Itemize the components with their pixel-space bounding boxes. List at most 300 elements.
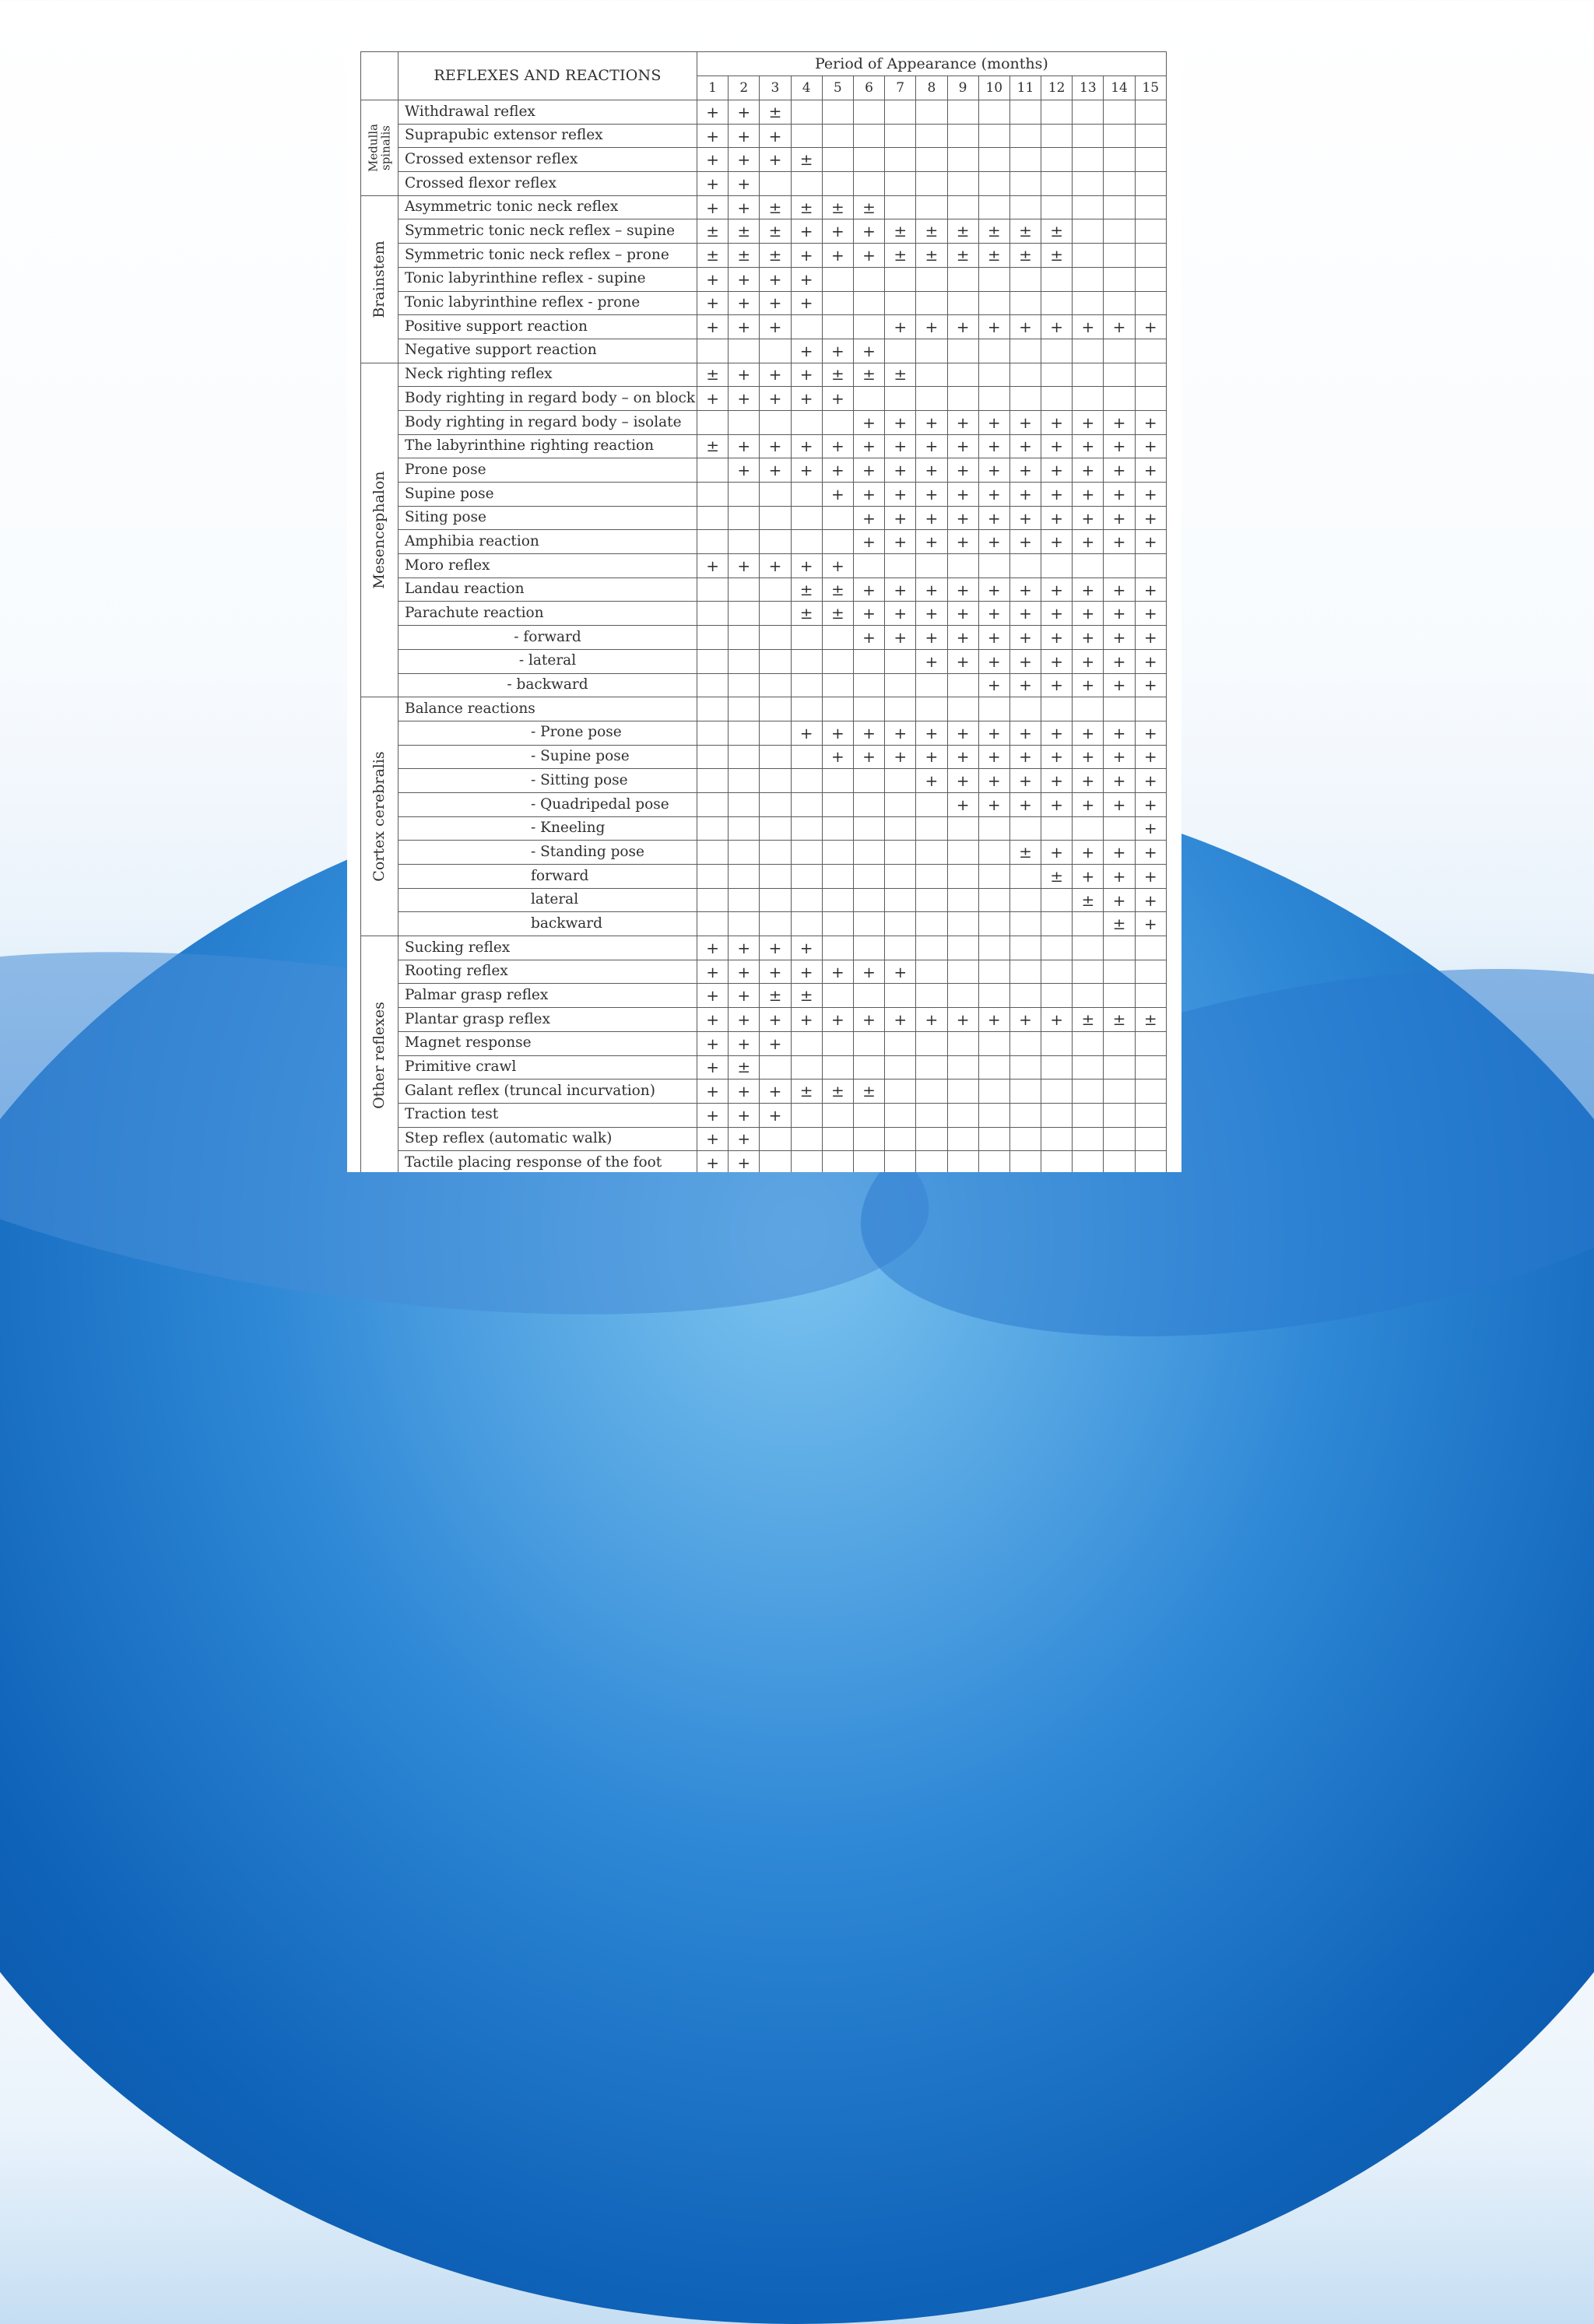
mark-cell: + (853, 458, 884, 483)
row-label: Magnet response (398, 1031, 697, 1055)
mark-cell: + (1009, 626, 1041, 650)
month-header: 14 (1104, 76, 1135, 100)
mark-cell: + (697, 1080, 729, 1104)
mark-cell: + (885, 506, 916, 530)
mark-cell (853, 936, 884, 960)
mark-cell: + (697, 291, 729, 315)
mark-cell (1073, 267, 1104, 291)
mark-cell (729, 841, 760, 865)
row-label: Balance reactions (398, 697, 697, 721)
mark-cell: + (1009, 483, 1041, 507)
period-header: Period of Appearance (months) (697, 52, 1167, 76)
mark-cell: + (916, 483, 947, 507)
mark-cell: + (760, 936, 791, 960)
mark-cell: + (978, 434, 1009, 458)
mark-cell (853, 100, 884, 125)
mark-cell (822, 172, 853, 196)
mark-cell (729, 577, 760, 602)
mark-cell (1041, 936, 1073, 960)
row-label: Body righting in regard body – on block (398, 387, 697, 411)
mark-cell (853, 1055, 884, 1080)
mark-cell (1073, 172, 1104, 196)
row-label: Negative support reaction (398, 339, 697, 363)
mark-cell (1009, 984, 1041, 1008)
table-row (361, 100, 1167, 125)
mark-cell (1104, 291, 1135, 315)
table-row (361, 267, 1167, 291)
mark-cell (947, 1103, 978, 1127)
mark-cell: ± (1135, 1008, 1166, 1032)
row-label: Rooting reflex (398, 960, 697, 984)
mark-cell: + (1073, 649, 1104, 673)
mark-cell (978, 267, 1009, 291)
mark-cell (853, 387, 884, 411)
mark-cell: ± (885, 363, 916, 387)
mark-cell: ± (978, 219, 1009, 244)
mark-cell: ± (697, 219, 729, 244)
mark-cell (729, 816, 760, 841)
mark-cell: + (1041, 745, 1073, 769)
mark-cell (885, 697, 916, 721)
row-label: Symmetric tonic neck reflex – prone (398, 244, 697, 268)
mark-cell (1009, 960, 1041, 984)
mark-cell: + (1135, 530, 1166, 554)
mark-cell (697, 912, 729, 936)
mark-cell (1135, 1080, 1166, 1104)
mark-cell: + (791, 363, 822, 387)
mark-cell (1135, 267, 1166, 291)
mark-cell: + (697, 1103, 729, 1127)
table-row (361, 865, 1167, 889)
mark-cell: ± (729, 1055, 760, 1080)
mark-cell (1041, 960, 1073, 984)
mark-cell (760, 912, 791, 936)
mark-cell: + (1135, 483, 1166, 507)
mark-cell: + (1009, 769, 1041, 793)
mark-cell (1041, 912, 1073, 936)
mark-cell: ± (791, 577, 822, 602)
table-row (361, 483, 1167, 507)
mark-cell (697, 602, 729, 626)
mark-cell (760, 1151, 791, 1172)
group-label: Medulla spinalis (365, 123, 392, 172)
row-label: - forward (398, 626, 697, 650)
mark-cell (729, 410, 760, 434)
group-label: Other reflexes (370, 1002, 388, 1109)
mark-cell: + (1135, 434, 1166, 458)
mark-cell: + (885, 960, 916, 984)
mark-cell (791, 816, 822, 841)
month-header: 1 (697, 76, 729, 100)
mark-cell (1009, 1103, 1041, 1127)
mark-cell (853, 769, 884, 793)
mark-cell (1073, 1055, 1104, 1080)
mark-cell (1135, 1103, 1166, 1127)
mark-cell (916, 960, 947, 984)
mark-cell (853, 1127, 884, 1151)
row-label: Neck righting reflex (398, 363, 697, 387)
mark-cell (1073, 195, 1104, 219)
mark-cell (1135, 936, 1166, 960)
month-header: 2 (729, 76, 760, 100)
mark-cell (697, 410, 729, 434)
group-label-cell (361, 936, 398, 1172)
mark-cell (978, 148, 1009, 172)
mark-cell: + (1041, 483, 1073, 507)
mark-cell: + (1041, 434, 1073, 458)
mark-cell: + (822, 960, 853, 984)
mark-cell: + (853, 745, 884, 769)
mark-cell: + (1073, 506, 1104, 530)
mark-cell (853, 315, 884, 339)
mark-cell (885, 792, 916, 816)
month-header: 13 (1073, 76, 1104, 100)
mark-cell: + (1041, 721, 1073, 745)
mark-cell: + (697, 124, 729, 148)
mark-cell (1104, 172, 1135, 196)
mark-cell (916, 888, 947, 912)
mark-cell: + (853, 626, 884, 650)
mark-cell (853, 124, 884, 148)
month-header: 12 (1041, 76, 1073, 100)
mark-cell (1041, 1055, 1073, 1080)
mark-cell: + (978, 673, 1009, 697)
mark-cell (978, 1151, 1009, 1172)
mark-cell: ± (822, 602, 853, 626)
mark-cell: + (791, 267, 822, 291)
mark-cell: ± (885, 219, 916, 244)
mark-cell: + (978, 577, 1009, 602)
mark-cell (697, 673, 729, 697)
mark-cell: + (1041, 315, 1073, 339)
mark-cell: + (791, 1008, 822, 1032)
mark-cell: + (1135, 458, 1166, 483)
mark-cell (822, 1055, 853, 1080)
mark-cell (853, 291, 884, 315)
mark-cell (1135, 1031, 1166, 1055)
mark-cell (978, 124, 1009, 148)
mark-cell: + (1041, 792, 1073, 816)
row-label: Supine pose (398, 483, 697, 507)
mark-cell (1135, 984, 1166, 1008)
mark-cell (916, 124, 947, 148)
mark-cell (916, 291, 947, 315)
mark-cell: + (947, 483, 978, 507)
mark-cell: + (697, 1008, 729, 1032)
mark-cell (1073, 1103, 1104, 1127)
mark-cell: + (947, 626, 978, 650)
row-label: backward (398, 912, 697, 936)
mark-cell (916, 1031, 947, 1055)
mark-cell: + (947, 745, 978, 769)
mark-cell: + (791, 458, 822, 483)
mark-cell (760, 339, 791, 363)
mark-cell (1041, 363, 1073, 387)
mark-cell (1041, 195, 1073, 219)
mark-cell (822, 267, 853, 291)
mark-cell (1041, 339, 1073, 363)
mark-cell (1009, 1127, 1041, 1151)
mark-cell: + (760, 960, 791, 984)
mark-cell (1104, 1103, 1135, 1127)
mark-cell: + (885, 721, 916, 745)
mark-cell (978, 1055, 1009, 1080)
mark-cell (1135, 387, 1166, 411)
mark-cell: + (822, 219, 853, 244)
mark-cell (947, 1151, 978, 1172)
mark-cell (729, 697, 760, 721)
table-row (361, 172, 1167, 196)
mark-cell: + (916, 1008, 947, 1032)
mark-cell: + (729, 936, 760, 960)
mark-cell (760, 865, 791, 889)
mark-cell (1073, 1080, 1104, 1104)
mark-cell: + (1009, 315, 1041, 339)
mark-cell (885, 984, 916, 1008)
mark-cell: + (729, 1008, 760, 1032)
mark-cell: + (978, 745, 1009, 769)
mark-cell (697, 888, 729, 912)
mark-cell (947, 673, 978, 697)
row-label: Tactile placing response of the foot (398, 1151, 697, 1172)
mark-cell (822, 888, 853, 912)
mark-cell (885, 1151, 916, 1172)
mark-cell (1135, 339, 1166, 363)
mark-cell (1073, 291, 1104, 315)
mark-cell: + (1009, 792, 1041, 816)
row-label: Crossed extensor reflex (398, 148, 697, 172)
mark-cell (853, 865, 884, 889)
mark-cell: ± (760, 244, 791, 268)
mark-cell: + (760, 148, 791, 172)
mark-cell (1104, 1080, 1135, 1104)
row-label: Sucking reflex (398, 936, 697, 960)
mark-cell (1041, 148, 1073, 172)
mark-cell (822, 100, 853, 125)
table-row (361, 506, 1167, 530)
mark-cell: ± (978, 244, 1009, 268)
row-label: Parachute reaction (398, 602, 697, 626)
table-row (361, 219, 1167, 244)
mark-cell (1135, 291, 1166, 315)
mark-cell (1135, 1055, 1166, 1080)
mark-cell: + (853, 602, 884, 626)
mark-cell: + (978, 769, 1009, 793)
mark-cell (1073, 363, 1104, 387)
row-label: Galant reflex (truncal incurvation) (398, 1080, 697, 1104)
mark-cell (978, 1031, 1009, 1055)
mark-cell (1135, 697, 1166, 721)
mark-cell (822, 816, 853, 841)
mark-cell (885, 100, 916, 125)
mark-cell: + (853, 960, 884, 984)
mark-cell: + (1073, 602, 1104, 626)
mark-cell (822, 769, 853, 793)
row-label: Moro reflex (398, 554, 697, 578)
mark-cell: + (1009, 721, 1041, 745)
mark-cell: ± (822, 1080, 853, 1104)
mark-cell (822, 530, 853, 554)
mark-cell (947, 936, 978, 960)
row-label: - Quadripedal pose (398, 792, 697, 816)
mark-cell (978, 697, 1009, 721)
mark-cell (1009, 1055, 1041, 1080)
mark-cell (760, 697, 791, 721)
mark-cell: + (729, 291, 760, 315)
mark-cell (1104, 1055, 1135, 1080)
mark-cell: + (1073, 483, 1104, 507)
mark-cell: + (1041, 602, 1073, 626)
mark-cell: + (791, 554, 822, 578)
mark-cell: + (947, 649, 978, 673)
mark-cell (822, 649, 853, 673)
mark-cell: + (822, 1008, 853, 1032)
mark-cell (1073, 936, 1104, 960)
mark-cell (885, 841, 916, 865)
mark-cell: ± (697, 244, 729, 268)
mark-cell: + (947, 315, 978, 339)
mark-cell (1041, 554, 1073, 578)
table-row (361, 602, 1167, 626)
mark-cell (697, 577, 729, 602)
mark-cell: + (729, 1127, 760, 1151)
mark-cell: ± (1104, 1008, 1135, 1032)
mark-cell (1135, 960, 1166, 984)
mark-cell (697, 530, 729, 554)
mark-cell: ± (853, 1080, 884, 1104)
mark-cell (916, 1127, 947, 1151)
mark-cell (1135, 363, 1166, 387)
mark-cell: ± (791, 148, 822, 172)
mark-cell (853, 1151, 884, 1172)
mark-cell (1073, 1031, 1104, 1055)
mark-cell (822, 148, 853, 172)
mark-cell: + (1041, 577, 1073, 602)
mark-cell (885, 1080, 916, 1104)
mark-cell (822, 410, 853, 434)
mark-cell (885, 912, 916, 936)
mark-cell: + (916, 769, 947, 793)
mark-cell: ± (1009, 219, 1041, 244)
mark-cell: + (729, 363, 760, 387)
mark-cell: + (1009, 506, 1041, 530)
mark-cell (1073, 960, 1104, 984)
mark-cell (1073, 697, 1104, 721)
mark-cell (791, 865, 822, 889)
mark-cell: + (760, 458, 791, 483)
mark-cell: + (1041, 769, 1073, 793)
mark-cell (978, 554, 1009, 578)
mark-cell: + (978, 506, 1009, 530)
row-label: Plantar grasp reflex (398, 1008, 697, 1032)
mark-cell: + (1073, 410, 1104, 434)
month-header: 9 (947, 76, 978, 100)
mark-cell (916, 1103, 947, 1127)
mark-cell: + (885, 483, 916, 507)
mark-cell (1135, 219, 1166, 244)
mark-cell: + (760, 124, 791, 148)
mark-cell: + (885, 745, 916, 769)
mark-cell (791, 483, 822, 507)
mark-cell: + (697, 267, 729, 291)
mark-cell (760, 649, 791, 673)
mark-cell (1104, 219, 1135, 244)
mark-cell (916, 339, 947, 363)
mark-cell (791, 172, 822, 196)
mark-cell (885, 816, 916, 841)
mark-cell (791, 315, 822, 339)
mark-cell: + (916, 721, 947, 745)
mark-cell: ± (697, 434, 729, 458)
mark-cell (1041, 984, 1073, 1008)
mark-cell (885, 554, 916, 578)
mark-cell: ± (1009, 841, 1041, 865)
mark-cell (822, 984, 853, 1008)
month-header: 4 (791, 76, 822, 100)
mark-cell: + (791, 219, 822, 244)
mark-cell: + (1135, 792, 1166, 816)
mark-cell (978, 1127, 1009, 1151)
mark-cell (697, 865, 729, 889)
month-header: 3 (760, 76, 791, 100)
mark-cell: + (791, 387, 822, 411)
mark-cell (885, 1055, 916, 1080)
mark-cell: + (947, 506, 978, 530)
group-label-cell (361, 100, 398, 196)
mark-cell (947, 554, 978, 578)
mark-cell (697, 721, 729, 745)
mark-cell: + (1104, 577, 1135, 602)
mark-cell (822, 792, 853, 816)
mark-cell (916, 363, 947, 387)
mark-cell: + (1073, 434, 1104, 458)
mark-cell: + (853, 530, 884, 554)
mark-cell (947, 1080, 978, 1104)
mark-cell: + (697, 984, 729, 1008)
mark-cell (822, 841, 853, 865)
mark-cell (822, 291, 853, 315)
mark-cell (697, 626, 729, 650)
mark-cell (1009, 363, 1041, 387)
mark-cell (729, 626, 760, 650)
mark-cell: ± (947, 219, 978, 244)
mark-cell (853, 984, 884, 1008)
mark-cell: + (947, 458, 978, 483)
mark-cell: + (697, 936, 729, 960)
mark-cell: + (791, 721, 822, 745)
header-corner-cell (361, 52, 398, 100)
mark-cell: + (1041, 626, 1073, 650)
mark-cell: + (760, 387, 791, 411)
mark-cell: + (1073, 530, 1104, 554)
mark-cell (1041, 1080, 1073, 1104)
table-row (361, 649, 1167, 673)
mark-cell: + (853, 506, 884, 530)
mark-cell: + (978, 530, 1009, 554)
mark-cell (1104, 554, 1135, 578)
row-label: Step reflex (automatic walk) (398, 1127, 697, 1151)
mark-cell: + (697, 100, 729, 125)
mark-cell: + (729, 1151, 760, 1172)
row-label: lateral (398, 888, 697, 912)
mark-cell (697, 649, 729, 673)
mark-cell (947, 291, 978, 315)
row-label: Crossed flexor reflex (398, 172, 697, 196)
mark-cell: + (760, 1080, 791, 1104)
mark-cell: + (1041, 410, 1073, 434)
row-label: Landau reaction (398, 577, 697, 602)
mark-cell (916, 387, 947, 411)
